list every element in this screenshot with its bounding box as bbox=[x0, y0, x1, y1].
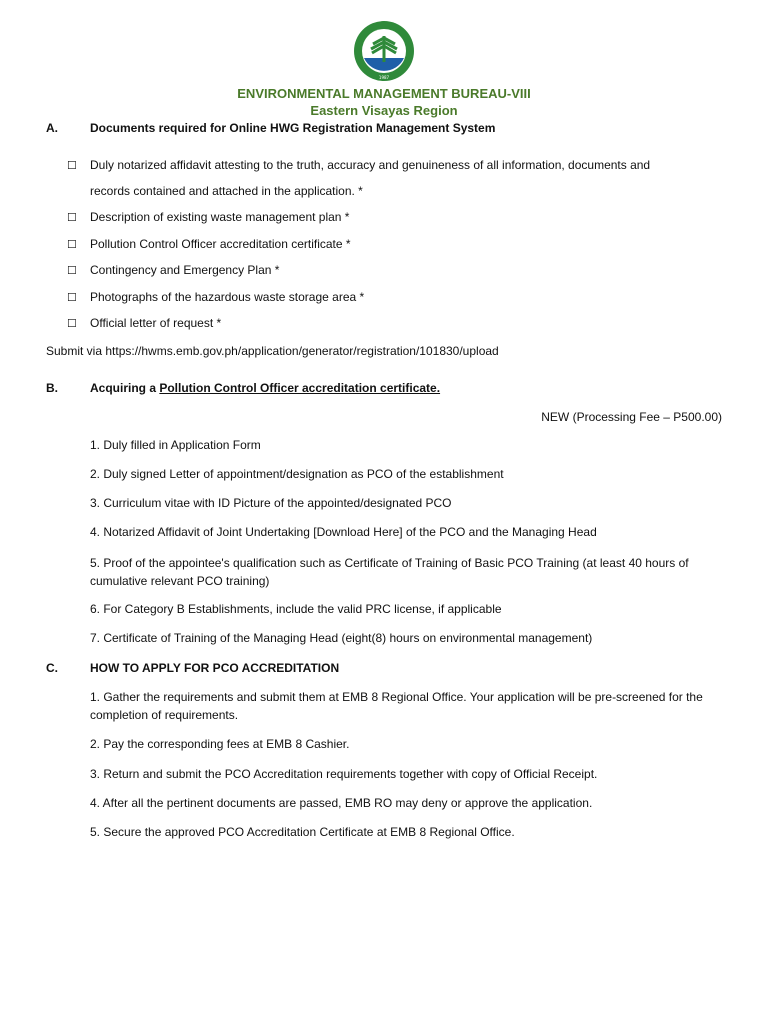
list-item: 1. Gather the requirements and submit them at EMB 8 Regional Office. Your application will be pre-screened for the completion of requirements. bbox=[90, 690, 703, 722]
list-item: 2. Duly signed Letter of appointment/designation as PCO of the establishment bbox=[90, 467, 504, 481]
list-item: 6. For Category B Establishments, include the valid PRC license, if applicable bbox=[90, 602, 502, 616]
section-c-letter: C. bbox=[46, 661, 58, 675]
checkbox-icon: ☐ bbox=[67, 318, 77, 330]
list-item: Pollution Control Officer accreditation certificate * bbox=[90, 237, 351, 251]
submit-url-text: Submit via https://hwms.emb.gov.ph/application/generator/registration/101830/upload bbox=[46, 344, 499, 358]
list-item: 7. Certificate of Training of the Managing Head (eight(8) hours on environmental management) bbox=[90, 631, 593, 645]
list-item: 5. Proof of the appointee's qualification such as Certificate of Training of Basic PCO Training (at least 40 hours of cumulative relevant PCO training) bbox=[90, 556, 689, 588]
pco-certificate-link[interactable]: Pollution Control Officer accreditation certificate. bbox=[159, 381, 441, 395]
region-name: Eastern Visayas Region bbox=[310, 103, 458, 118]
section-c-title: HOW TO APPLY FOR PCO ACCREDITATION bbox=[90, 661, 340, 675]
section-a-heading bbox=[46, 121, 495, 135]
checkbox-icon: ☐ bbox=[67, 265, 77, 277]
section-a-letter: A. bbox=[46, 121, 58, 135]
section-b-letter: B. bbox=[46, 381, 58, 395]
list-item: 5. Secure the approved PCO Accreditation Certificate at EMB 8 Regional Office. bbox=[90, 825, 515, 839]
list-item: 3. Return and submit the PCO Accreditation requirements together with copy of Official Receipt. bbox=[90, 767, 598, 781]
list-item: Photographs of the hazardous waste storage area * bbox=[90, 290, 365, 304]
org-name: ENVIRONMENTAL MANAGEMENT BUREAU-VIII bbox=[237, 86, 531, 101]
checkbox-icon: ☐ bbox=[67, 212, 77, 224]
checkbox-icon: ☐ bbox=[67, 160, 77, 172]
section-b-heading bbox=[46, 381, 440, 395]
checkbox-icon: ☐ bbox=[67, 239, 77, 251]
checkbox-icon: ☐ bbox=[67, 292, 77, 304]
list-item: Contingency and Emergency Plan * bbox=[90, 263, 280, 277]
list-item: Official letter of request * bbox=[90, 316, 222, 330]
svg-text:1987: 1987 bbox=[378, 75, 390, 80]
list-item: 3. Curriculum vitae with ID Picture of the appointed/designated PCO bbox=[90, 496, 452, 510]
list-item: records contained and attached in the application. * bbox=[90, 184, 363, 198]
list-item: Duly notarized affidavit attesting to the truth, accuracy and genuineness of all information, documents and bbox=[90, 158, 651, 172]
list-item: 4. After all the pertinent documents are passed, EMB RO may deny or approve the application. bbox=[90, 796, 593, 810]
denr-seal-logo bbox=[353, 18, 415, 84]
section-c-heading bbox=[46, 661, 339, 675]
list-item: 4. Notarized Affidavit of Joint Undertaking [Download Here] of the PCO and the Managing Head bbox=[90, 525, 597, 539]
list-item: 1. Duly filled in Application Form bbox=[90, 438, 261, 452]
list-item: 2. Pay the corresponding fees at EMB 8 Cashier. bbox=[90, 737, 350, 751]
list-item: Description of existing waste management plan * bbox=[90, 210, 350, 224]
section-b-title-prefix: Acquiring a bbox=[90, 381, 160, 395]
section-a-title: Documents required for Online HWG Registration Management System bbox=[90, 121, 496, 135]
fee-note: NEW (Processing Fee – P500.00) bbox=[541, 410, 722, 424]
